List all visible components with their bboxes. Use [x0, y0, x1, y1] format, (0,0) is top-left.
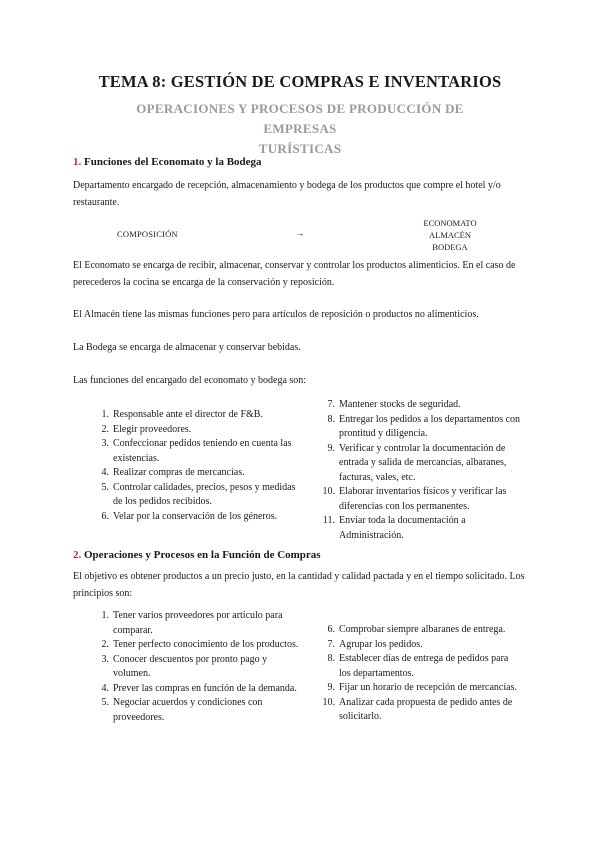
section-2-title: Operaciones y Procesos en la Función de Compras: [84, 549, 321, 561]
list-item-text: Confeccionar pedidos teniendo en cuenta las existencias.: [113, 438, 292, 464]
section-1-paragraph-1: El Economato se encarga de recibir, almacenar, conservar y controlar los productos alimenticios. En el caso de perecederos la cocina se encarga de la conservación y reposición.: [73, 260, 516, 288]
list-item-number: 3.: [101, 653, 109, 665]
section-2-list-right: [321, 623, 521, 725]
list-item: [95, 653, 305, 682]
list-item-number: 4.: [101, 682, 109, 694]
list-item: [95, 481, 305, 510]
list-item: [321, 485, 521, 514]
diagram-left-label: COMPOSICIÓN: [117, 229, 178, 239]
diagram-right-stack: [405, 217, 495, 253]
list-item-number: 2.: [101, 639, 109, 650]
list-item: [321, 413, 521, 442]
document-subtitle: [100, 99, 500, 159]
list-item-number: 7.: [327, 638, 335, 650]
section-1-intro: Departamento encargado de recepción, almacenamiento y bodega de los productos que compre el hotel y/o restaurante.: [73, 180, 501, 208]
list-item-text: Tener varios proveedores por artículo para comparar.: [113, 610, 283, 636]
list-item-number: 10.: [322, 486, 335, 497]
list-item-number: 3.: [101, 438, 109, 449]
section-1-paragraph-4: Las funciones del encargado del economato y bodega son:: [73, 375, 307, 386]
list-item-number: 7.: [327, 399, 335, 410]
list-item: [321, 442, 521, 486]
list-item-number: 1.: [101, 610, 109, 621]
list-item-number: 6.: [327, 624, 335, 635]
list-item-text: Entregar los pedidos a los departamentos con prontitud y diligencia.: [339, 413, 521, 439]
section-2-heading: [73, 549, 321, 561]
list-item: [321, 623, 521, 638]
list-item-number: 6.: [101, 510, 109, 522]
list-item-text: Verificar y controlar la documentación de entrada y salida de mercancías, albaranes, facturas, vales, etc.: [339, 442, 507, 483]
list-item-text: Fijar un horario de recepción de mercancías.: [339, 682, 517, 693]
list-item-number: 9.: [327, 442, 335, 454]
diagram-right-3: BODEGA: [432, 242, 468, 252]
section-1-heading: [73, 156, 262, 168]
section-1-list-left: [95, 408, 305, 524]
list-item-number: 5.: [101, 481, 109, 493]
list-item-text: Elegir proveedores.: [113, 423, 192, 435]
list-item-number: 2.: [101, 423, 109, 435]
list-item-number: 11.: [322, 515, 335, 526]
list-item-number: 5.: [101, 697, 109, 708]
list-item-text: Conocer descuentos por pronto pago y volumen.: [113, 653, 268, 679]
list-item: [95, 609, 305, 638]
list-item-text: Elaborar inventarios físicos y verificar las diferencias con los permanentes.: [339, 486, 507, 512]
list-item: [321, 398, 521, 413]
diagram-right-2: ALMACÉN: [428, 230, 472, 240]
list-item-text: Establecer días de entrega de pedidos para los departamentos.: [339, 653, 509, 679]
section-2-number: 2.: [73, 549, 82, 561]
list-item-text: Mantener stocks de seguridad.: [339, 399, 461, 410]
list-item-number: 1.: [101, 409, 109, 420]
list-item-number: 4.: [101, 467, 109, 478]
section-1-paragraph-3: La Bodega se encarga de almacenar y conservar bebidas.: [73, 342, 301, 353]
list-item: [95, 682, 305, 697]
section-2-intro: El objetivo es obtener productos a un precio justo, en la cantidad y calidad pactada y en el tiempo solicitado. Los principios son:: [73, 571, 525, 599]
section-1-title: Funciones del Economato y la Bodega: [84, 156, 262, 168]
diagram-right-1: ECONOMATO: [423, 218, 477, 228]
list-item-text: Responsable ante el director de F&B.: [113, 409, 263, 420]
list-item-text: Analizar cada propuesta de pedido antes de solicitarlo.: [339, 696, 513, 722]
section-1-paragraph-2: El Almacén tiene las mismas funciones pero para artículos de reposición o productos no alimenticios.: [73, 309, 479, 320]
list-item: [95, 510, 305, 525]
list-item-text: Prever las compras en función de la demanda.: [113, 682, 297, 694]
list-item-text: Velar por la conservación de los géneros.: [113, 510, 278, 522]
list-item-text: Realizar compras de mercancías.: [113, 467, 245, 478]
list-item-text: Tener perfecto conocimiento de los productos.: [113, 639, 299, 650]
list-item: [321, 514, 521, 543]
list-item-text: Agrupar los pedidos.: [339, 638, 423, 650]
document-title: TEMA 8: GESTIÓN DE COMPRAS E INVENTARIOS: [98, 72, 502, 91]
section-1-number: 1.: [73, 156, 82, 168]
section-1-list-right: [321, 398, 521, 543]
list-item-number: 8.: [327, 413, 335, 425]
list-item-text: Negociar acuerdos y condiciones con proveedores.: [113, 697, 263, 723]
list-item: [321, 696, 521, 725]
list-item: [321, 652, 521, 681]
list-item-text: Controlar calidades, precios, pesos y medidas de los pedidos recibidos.: [113, 481, 296, 507]
list-item: [95, 437, 305, 466]
list-item: [95, 408, 305, 423]
list-item: [321, 681, 521, 696]
subtitle-line-1: OPERACIONES Y PROCESOS DE PRODUCCIÓN DE EMPRESAS: [136, 101, 464, 136]
list-item-number: 8.: [327, 653, 335, 664]
list-item-number: 10.: [322, 696, 335, 708]
list-item-number: 9.: [327, 682, 335, 693]
subtitle-line-2: TURÍSTICAS: [258, 141, 342, 156]
list-item: [95, 696, 305, 725]
list-item: [321, 638, 521, 653]
diagram-arrow-icon: →: [296, 228, 305, 238]
section-2-list-left: [95, 609, 305, 725]
list-item: [95, 423, 305, 438]
list-item: [95, 466, 305, 481]
list-item-text: Comprobar siempre albaranes de entrega.: [339, 624, 506, 635]
list-item: [95, 638, 305, 653]
list-item-text: Enviar toda la documentación a Administración.: [339, 515, 466, 541]
